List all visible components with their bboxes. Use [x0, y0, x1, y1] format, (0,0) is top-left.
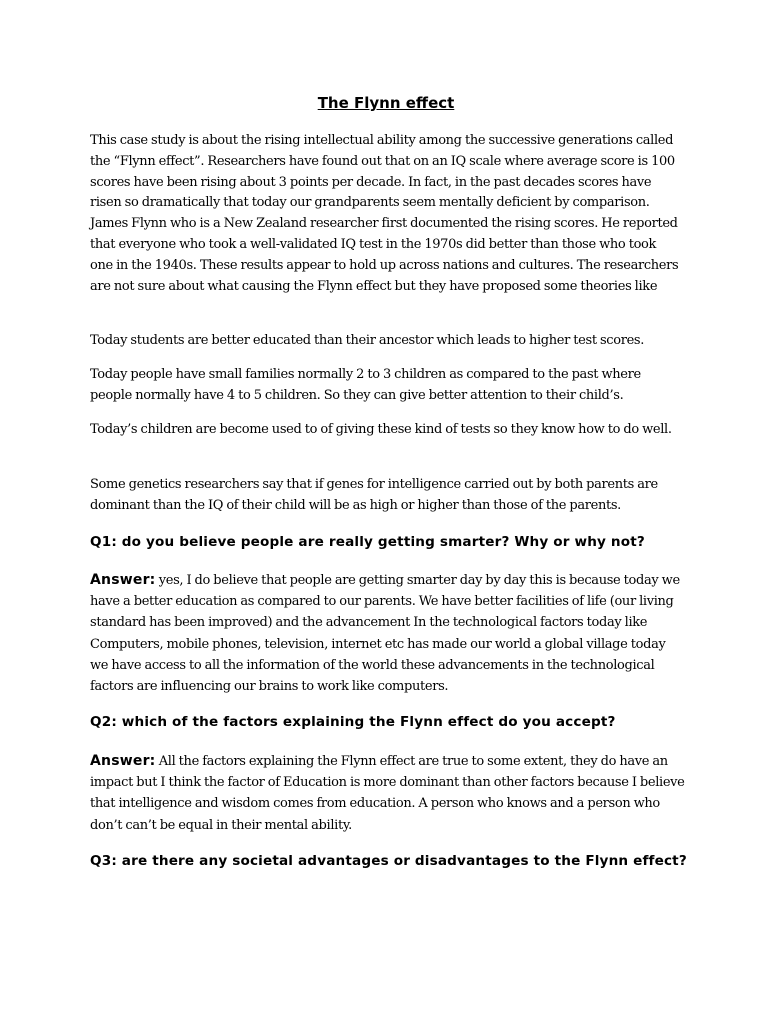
question-1: Q1: do you believe people are really getting smarter? Why or why not?: [90, 534, 645, 550]
answer-text: All the factors explaining the Flynn effect are true to some extent, they do have an impact but I think the factor of Education is more dominant than other factors because I believe that intelligence and wisdom comes from education. A person who knows and a person who don’t can’t be equal in their mental ability.: [90, 754, 685, 833]
answer-label: Answer:: [90, 753, 156, 769]
answer-1: [90, 570, 686, 697]
intro-paragraph: This case study is about the rising intellectual ability among the successive generations called the “Flynn effect”. Researchers have found out that on an IQ scale where average score is 100 scores have been rising about 3 points per decade. In fact, in the past decades scores have risen so dramatically that today our grandparents seem mentally deficient by comparison. James Flynn who is a New Zealand researcher first documented the rising scores. He reported that everyone who took a well-validated IQ test in the 1970s did better than those who took one in the 1940s. These results appear to hold up across nations and cultures. The researchers are not sure about what causing the Flynn effect but they have proposed some theories like: [90, 133, 679, 294]
theory-paragraph-family-size: Today people have small families normally 2 to 3 children as compared to the past where people normally have 4 to 5 children. So they can give better attention to their child’s.: [90, 367, 641, 403]
question-3: Q3: are there any societal advantages or disadvantages to the Flynn effect?: [90, 853, 687, 869]
answer-label: Answer:: [90, 572, 156, 588]
document-title: The Flynn effect: [317, 94, 455, 112]
theory-paragraph-test-familiarity: Today’s children are become used to of giving these kind of tests so they know how to do well.: [90, 422, 672, 437]
theory-paragraph-genetics: Some genetics researchers say that if genes for intelligence carried out by both parents are dominant than the IQ of their child will be as high or higher than those of the parents.: [90, 477, 658, 513]
answer-2: [90, 751, 686, 836]
question-2: Q2: which of the factors explaining the Flynn effect do you accept?: [90, 714, 616, 730]
answer-text: yes, I do believe that people are getting smarter day by day this is because today we have a better education as compared to our parents. We have better facilities of life (our living standard has been improved) and the advancement In the technological factors today like Computers, mobile phones, television, internet etc has made our world a global village today we have access to all the information of the world these advancements in the technological factors are influencing our brains to work like computers.: [90, 573, 680, 695]
theory-paragraph-education: Today students are better educated than their ancestor which leads to higher test scores.: [90, 333, 645, 348]
